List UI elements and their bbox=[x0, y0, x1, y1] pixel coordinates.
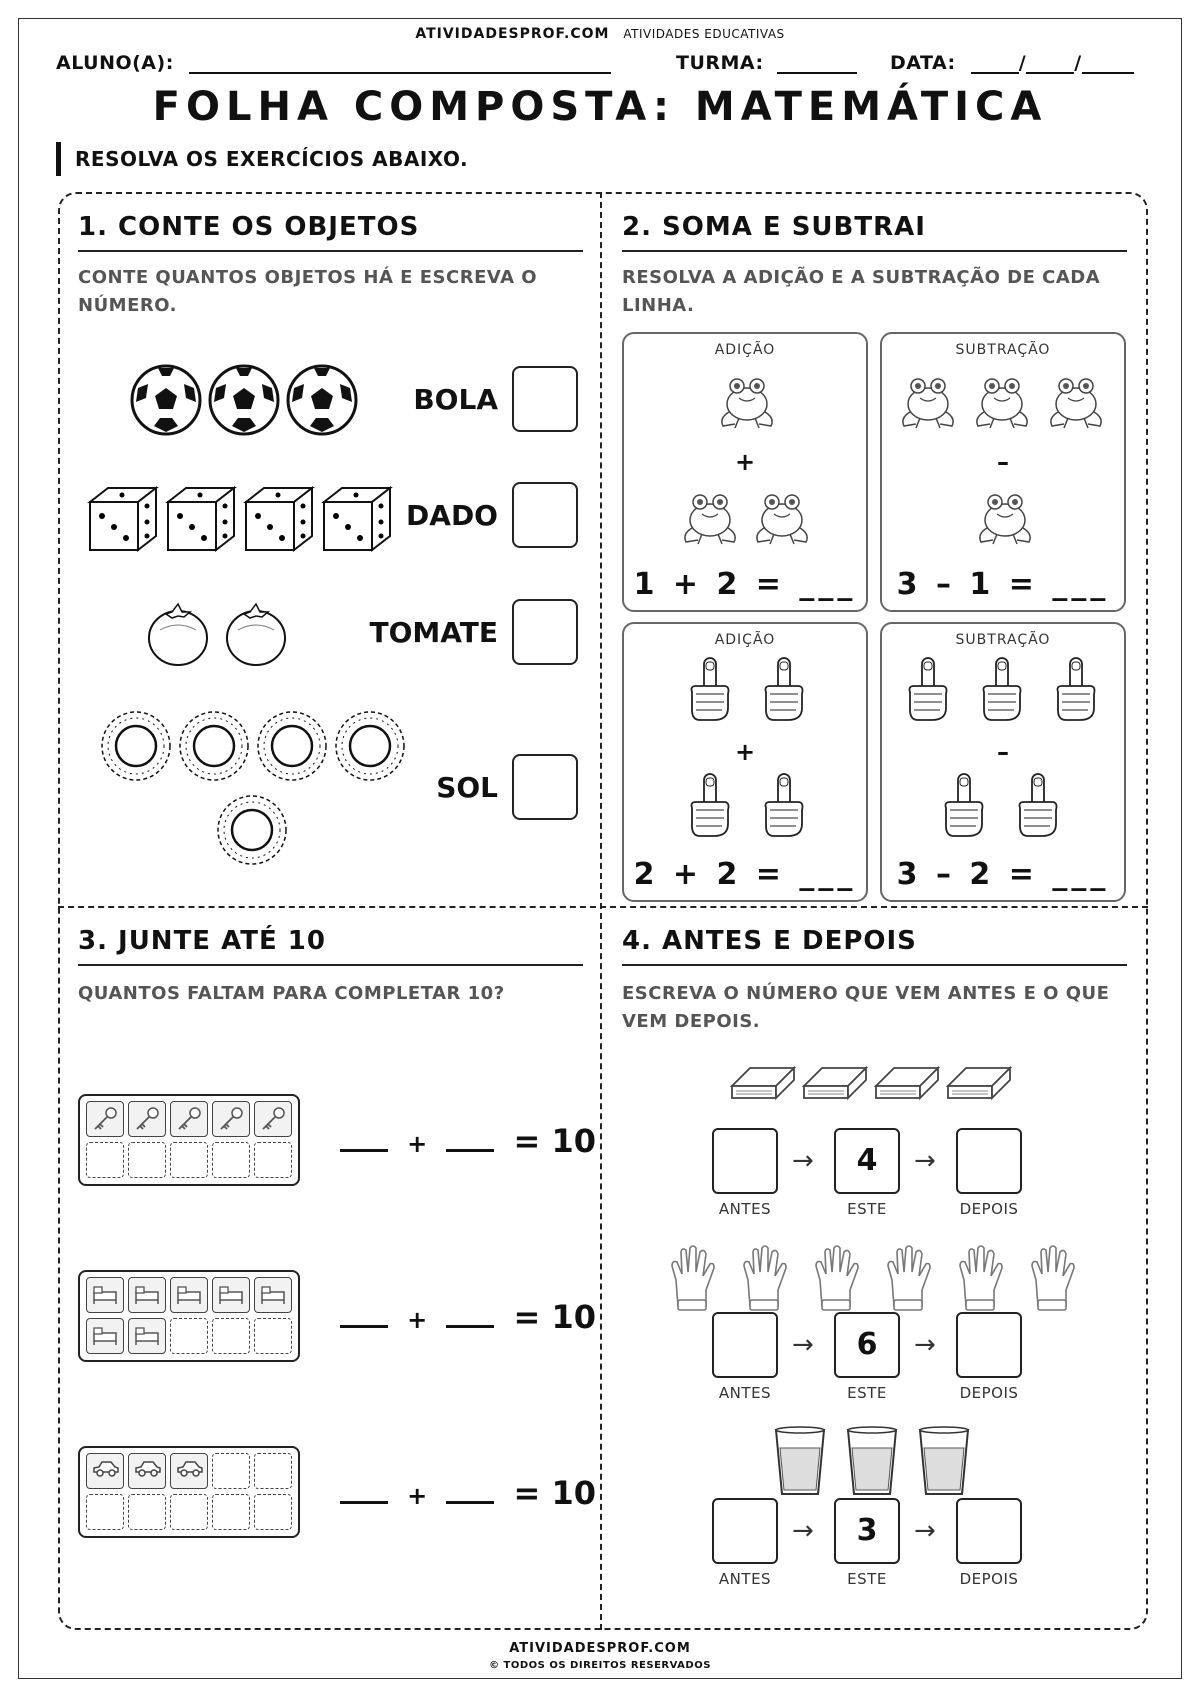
date-day-line[interactable] bbox=[971, 54, 1019, 74]
footer-site: ATIVIDADESPROF.COM bbox=[509, 1641, 691, 1656]
finger-icons bbox=[902, 658, 1112, 724]
after-box[interactable] bbox=[956, 1498, 1022, 1564]
section-1-description: CONTE QUANTOS OBJETOS HÁ E ESCREVA O NÚMERO. bbox=[78, 267, 538, 316]
ten-frame-cell-filled bbox=[170, 1101, 208, 1137]
class-field[interactable] bbox=[676, 52, 857, 74]
frog-icons bbox=[898, 368, 1114, 432]
ten-frame-cell-empty bbox=[212, 1494, 250, 1530]
answer-blank[interactable] bbox=[340, 1299, 388, 1328]
ten-equation bbox=[340, 1122, 596, 1160]
finger-icon bbox=[766, 774, 803, 836]
label-this: ESTE bbox=[847, 1200, 887, 1218]
glove-icon bbox=[1032, 1246, 1074, 1310]
finger-icons bbox=[684, 774, 834, 840]
sun-icon bbox=[258, 712, 326, 780]
soccer-ball-row bbox=[130, 362, 370, 442]
frog-icon bbox=[975, 484, 1035, 548]
glass-icons bbox=[772, 1426, 972, 1498]
date-sep: / bbox=[1018, 52, 1027, 74]
sun-icon bbox=[102, 712, 170, 780]
site-subtitle: ATIVIDADES EDUCATIVAS bbox=[623, 27, 785, 41]
ten-frame-cell-filled bbox=[254, 1277, 292, 1313]
glove-icons bbox=[666, 1244, 1076, 1314]
key-icon bbox=[133, 1106, 161, 1136]
ten-frame-cell-empty bbox=[254, 1318, 292, 1354]
key-icon bbox=[91, 1106, 119, 1136]
glove-icon bbox=[744, 1246, 786, 1310]
after-box[interactable] bbox=[956, 1312, 1022, 1378]
frog-icon bbox=[685, 495, 735, 544]
book-icon bbox=[948, 1068, 1010, 1098]
arrow-icon: → bbox=[792, 1516, 814, 1546]
finger-icon bbox=[766, 658, 803, 720]
ten-frame-cell-empty bbox=[254, 1142, 292, 1178]
glove-icon bbox=[888, 1246, 930, 1310]
label-dado: DADO bbox=[406, 499, 498, 532]
answer-blank[interactable] bbox=[340, 1123, 388, 1152]
label-this: ESTE bbox=[847, 1384, 887, 1402]
ten-frame-cell-empty bbox=[86, 1142, 124, 1178]
bed-icon bbox=[91, 1323, 119, 1351]
equation: 3 – 1 = ___ bbox=[896, 567, 1110, 602]
ten-frame-beds bbox=[78, 1270, 300, 1362]
tomato-icon bbox=[227, 604, 285, 665]
answer-blank[interactable] bbox=[446, 1299, 494, 1328]
ten-frame-cell-filled bbox=[128, 1453, 166, 1489]
finger-icon bbox=[692, 774, 729, 836]
finger-icons bbox=[684, 658, 834, 724]
this-number-box: 6 bbox=[834, 1312, 900, 1378]
bed-icon bbox=[133, 1282, 161, 1310]
card-title: SUBTRAÇÃO bbox=[955, 342, 1051, 358]
after-box[interactable] bbox=[956, 1128, 1022, 1194]
frog-icons bbox=[680, 484, 820, 548]
section-2-title: 2. SOMA E SUBTRAI bbox=[622, 212, 1127, 252]
key-icon bbox=[217, 1106, 245, 1136]
equals-ten: = 10 bbox=[513, 1122, 597, 1160]
book-icons bbox=[728, 1064, 1018, 1104]
ten-frame-cell-empty bbox=[86, 1494, 124, 1530]
bed-icon bbox=[217, 1282, 245, 1310]
plus-sign: + bbox=[407, 1130, 428, 1158]
dice-icon bbox=[246, 488, 312, 550]
student-name-field[interactable] bbox=[56, 52, 611, 74]
ten-frame-cell-filled bbox=[128, 1101, 166, 1137]
label-tomate: TOMATE bbox=[369, 616, 498, 649]
section-2-description: RESOLVA A ADIÇÃO E A SUBTRAÇÃO DE CADA LINHA. bbox=[622, 267, 1101, 316]
book-icon bbox=[876, 1068, 938, 1098]
answer-box-tomate[interactable] bbox=[512, 599, 578, 665]
card-title: ADIÇÃO bbox=[714, 342, 776, 358]
frog-icon bbox=[977, 379, 1027, 428]
addition-card-2 bbox=[622, 622, 868, 902]
bed-icon bbox=[91, 1282, 119, 1310]
operator-plus: + bbox=[734, 738, 756, 766]
ten-frame-keys bbox=[78, 1094, 300, 1186]
page-title: FOLHA COMPOSTA: MATEMÁTICA bbox=[152, 84, 1048, 130]
tomato-icon bbox=[149, 604, 207, 665]
ten-frame-cell-empty bbox=[254, 1453, 292, 1489]
book-icon bbox=[732, 1068, 794, 1098]
ten-frame-cell-filled bbox=[254, 1101, 292, 1137]
label-after: DEPOIS bbox=[959, 1200, 1019, 1218]
section-4-title: 4. ANTES E DEPOIS bbox=[622, 926, 1127, 966]
dice-icon bbox=[90, 488, 156, 550]
finger-icon bbox=[984, 658, 1021, 720]
dice-icon bbox=[168, 488, 234, 550]
date-label: DATA: bbox=[890, 52, 956, 74]
frog-icon bbox=[1051, 379, 1101, 428]
key-icon bbox=[175, 1106, 203, 1136]
ten-frame-cell-empty bbox=[170, 1318, 208, 1354]
soccer-ball-icons bbox=[130, 362, 370, 438]
arrow-icon: → bbox=[792, 1146, 814, 1176]
operator-minus: – bbox=[997, 738, 1009, 766]
date-field[interactable] bbox=[890, 52, 1134, 74]
arrow-icon: → bbox=[792, 1330, 814, 1360]
ten-frame-cars bbox=[78, 1446, 300, 1538]
label-after: DEPOIS bbox=[959, 1384, 1019, 1402]
glove-icon bbox=[816, 1246, 858, 1310]
ten-frame-cell-empty bbox=[212, 1453, 250, 1489]
finger-icon bbox=[910, 658, 947, 720]
ten-frame-cell-filled bbox=[128, 1277, 166, 1313]
label-sol: SOL bbox=[436, 771, 498, 804]
horizontal-divider bbox=[58, 906, 1148, 908]
soccer-ball-icon bbox=[132, 366, 200, 434]
site-header bbox=[0, 26, 1200, 42]
finger-icon bbox=[1058, 658, 1095, 720]
subtraction-card-1 bbox=[880, 332, 1126, 612]
before-box[interactable] bbox=[712, 1128, 778, 1194]
section-3-description: QUANTOS FALTAM PARA COMPLETAR 10? bbox=[78, 983, 505, 1004]
operator-plus: + bbox=[734, 448, 756, 476]
ten-frame-cell-empty bbox=[170, 1494, 208, 1530]
ten-frame-cell-empty bbox=[128, 1142, 166, 1178]
answer-box-bola[interactable] bbox=[512, 366, 578, 432]
before-box[interactable] bbox=[712, 1498, 778, 1564]
vertical-divider bbox=[600, 192, 602, 1630]
sun-icon bbox=[336, 712, 404, 780]
equals-ten: = 10 bbox=[513, 1298, 597, 1336]
instruction: RESOLVA OS EXERCÍCIOS ABAIXO. bbox=[56, 142, 468, 176]
footer-rights: © TODOS OS DIREITOS RESERVADOS bbox=[489, 1660, 711, 1671]
equation: 2 + 2 = ___ bbox=[633, 857, 857, 892]
date-month-line[interactable] bbox=[1026, 54, 1074, 74]
card-title: ADIÇÃO bbox=[714, 632, 776, 648]
finger-icon bbox=[1020, 774, 1057, 836]
arrow-icon: → bbox=[914, 1330, 936, 1360]
answer-blank[interactable] bbox=[446, 1475, 494, 1504]
ten-frame-cell-filled bbox=[86, 1318, 124, 1354]
finger-icon bbox=[692, 658, 729, 720]
glass-icon bbox=[920, 1427, 968, 1494]
subtraction-card-2 bbox=[880, 622, 1126, 902]
car-icon bbox=[175, 1458, 205, 1484]
label-before: ANTES bbox=[718, 1570, 772, 1588]
finger-icon bbox=[946, 774, 983, 836]
section-4-description: ESCREVA O NÚMERO QUE VEM ANTES E O QUE VEM DEPOIS. bbox=[622, 983, 1110, 1032]
frog-icon bbox=[717, 368, 777, 432]
ten-frame-cell-filled bbox=[212, 1277, 250, 1313]
date-year-line[interactable] bbox=[1082, 54, 1134, 74]
label-this: ESTE bbox=[847, 1570, 887, 1588]
tomato-icons bbox=[148, 600, 298, 670]
ten-equation bbox=[340, 1474, 596, 1512]
label-after: DEPOIS bbox=[959, 1570, 1019, 1588]
equals-ten: = 10 bbox=[513, 1474, 597, 1512]
tomato-row bbox=[148, 600, 298, 674]
ten-frame-cell-filled bbox=[128, 1318, 166, 1354]
bed-icon bbox=[259, 1282, 287, 1310]
before-box[interactable] bbox=[712, 1312, 778, 1378]
car-icon bbox=[133, 1458, 163, 1484]
glove-icon bbox=[960, 1246, 1002, 1310]
section-1-title: 1. CONTE OS OBJETOS bbox=[78, 212, 583, 252]
answer-box-dado[interactable] bbox=[512, 482, 578, 548]
class-label: TURMA: bbox=[676, 52, 764, 74]
frog-icon bbox=[757, 495, 807, 544]
equation: 1 + 2 = ___ bbox=[633, 567, 857, 602]
glass-icon bbox=[848, 1427, 896, 1494]
ten-frame-cell-filled bbox=[86, 1277, 124, 1313]
answer-blank[interactable] bbox=[446, 1123, 494, 1152]
ten-frame-cell-empty bbox=[254, 1494, 292, 1530]
answer-box-sol[interactable] bbox=[512, 754, 578, 820]
ten-frame-cell-empty bbox=[170, 1142, 208, 1178]
soccer-ball-icon bbox=[210, 366, 278, 434]
ten-frame-cell-filled bbox=[86, 1101, 124, 1137]
arrow-icon: → bbox=[914, 1516, 936, 1546]
sun-icon bbox=[180, 712, 248, 780]
bed-icon bbox=[133, 1323, 161, 1351]
ten-frame-cell-filled bbox=[170, 1453, 208, 1489]
label-bola: BOLA bbox=[413, 383, 498, 416]
bed-icon bbox=[175, 1282, 203, 1310]
this-number-box: 4 bbox=[834, 1128, 900, 1194]
sun-icon bbox=[218, 796, 286, 864]
label-before: ANTES bbox=[718, 1200, 772, 1218]
glove-icon bbox=[672, 1246, 714, 1310]
class-line[interactable] bbox=[777, 54, 857, 74]
ten-frame-cell-filled bbox=[86, 1453, 124, 1489]
label-before: ANTES bbox=[718, 1384, 772, 1402]
ten-equation bbox=[340, 1298, 596, 1336]
ten-frame-cell-empty bbox=[212, 1142, 250, 1178]
this-number-box: 3 bbox=[834, 1498, 900, 1564]
student-line[interactable] bbox=[189, 54, 611, 74]
car-icon bbox=[91, 1458, 121, 1484]
card-title: SUBTRAÇÃO bbox=[955, 632, 1051, 648]
operator-minus: – bbox=[997, 448, 1009, 476]
book-icon bbox=[804, 1068, 866, 1098]
ten-frame-cell-empty bbox=[212, 1318, 250, 1354]
section-3-title: 3. JUNTE ATÉ 10 bbox=[78, 926, 583, 966]
arrow-icon: → bbox=[914, 1146, 936, 1176]
student-label: ALUNO(A): bbox=[56, 52, 174, 74]
site-name: ATIVIDADESPROF.COM bbox=[415, 26, 610, 42]
key-icon bbox=[259, 1106, 287, 1136]
frog-icon bbox=[903, 379, 953, 428]
glass-icon bbox=[776, 1427, 824, 1494]
answer-blank[interactable] bbox=[340, 1475, 388, 1504]
plus-sign: + bbox=[407, 1306, 428, 1334]
date-sep: / bbox=[1074, 52, 1082, 74]
equation: 3 – 2 = ___ bbox=[896, 857, 1110, 892]
ten-frame-cell-empty bbox=[128, 1494, 166, 1530]
plus-sign: + bbox=[407, 1482, 428, 1510]
addition-card-1 bbox=[622, 332, 868, 612]
ten-frame-cell-filled bbox=[212, 1101, 250, 1137]
ten-frame-cell-filled bbox=[170, 1277, 208, 1313]
finger-icons bbox=[938, 774, 1088, 840]
